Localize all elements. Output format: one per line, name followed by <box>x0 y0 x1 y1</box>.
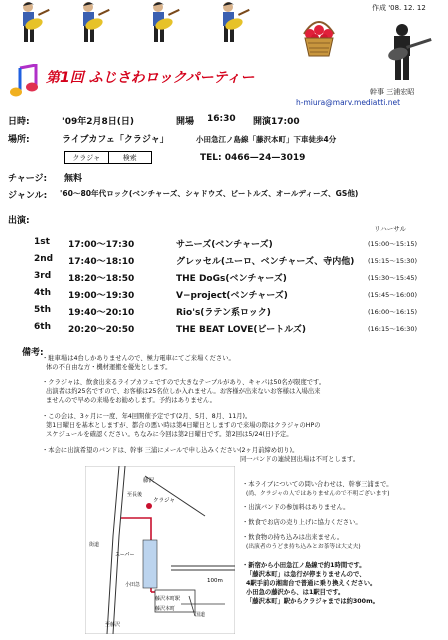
note-contact-sub: (尚、クラジャの人ではありませんので不明ございます) <box>246 491 390 497</box>
map-scale: 100m <box>207 578 223 584</box>
band-name: THE BEAT LOVE(ビートルズ) <box>176 325 307 335</box>
note-no-bring-sub: (出演者のうどま持ち込みとお茶等は大丈夫) <box>246 544 361 550</box>
note-apply-1: ・本会に出演希望のバンドは、幹事 三浦にメールで申し込みください(2ヶ月前締め切り)。 <box>42 447 299 454</box>
slot-time: 19:00〜19:30 <box>68 291 135 301</box>
rehearsal-time: (16:00〜16:15) <box>368 308 418 316</box>
genre-label: ジャンル: <box>8 191 48 201</box>
note-food: ・飲食でお店の売り上げに協力ください。 <box>242 519 362 526</box>
notes-heading: 備考: <box>22 348 44 358</box>
music-note-icon <box>10 64 40 102</box>
genre-value: '60〜80年代ロック(ベンチャーズ、シャドウズ、ビートルズ、オールディーズ、GS他) <box>60 189 359 198</box>
venue-label: 場所: <box>8 135 30 145</box>
map-label: 小田急 <box>125 582 141 588</box>
slot-number: 1st <box>34 237 50 247</box>
venue-name: ライブカフェ「クラジャ」 <box>62 135 169 145</box>
note-apply-2: 同一バンドの連続回出場は不可とします。 <box>240 456 360 463</box>
slot-number: 5th <box>34 305 51 315</box>
map-label: 藤沢本町駅 <box>155 596 181 602</box>
note-schedule-1: ・この会は、3ヶ月に一度、年4回開催予定です(2月、5月、8月、11月)。 <box>42 413 252 420</box>
venue-map <box>85 466 235 634</box>
rehearsal-time: (15:30〜15:45) <box>368 274 418 282</box>
event-date: '09年2月8日(日) <box>62 117 135 127</box>
start-time: 開演17:00 <box>253 117 300 127</box>
map-label: 藤沢 <box>143 478 155 484</box>
slot-number: 6th <box>34 322 51 332</box>
search-keyword[interactable]: クラジャ <box>72 153 101 162</box>
lineup-heading: 出演: <box>8 216 30 226</box>
map-label: スーパー <box>115 552 135 558</box>
charge-value: 無料 <box>64 174 83 184</box>
note-contact: ・本ライブについての問い合わせは、幹事三浦まで。 <box>242 481 393 488</box>
slot-time: 17:40〜18:10 <box>68 257 135 267</box>
note-capacity-3: ませんので早めの来場をお勧めします。予約はありません。 <box>46 397 216 404</box>
note-parking-1: ・駐車場は4台しかありませんので、極力電車にてご来場ください。 <box>42 355 235 362</box>
rehearsal-time: (15:15〜15:30) <box>368 257 418 265</box>
band-name: Rio's(ラテン系ロック) <box>176 308 271 318</box>
slot-time: 17:00〜17:30 <box>68 240 135 250</box>
slot-number: 3rd <box>34 271 52 281</box>
map-label: 至藤沢 <box>105 622 121 628</box>
note-capacity-1: ・クラジャは、飲食出来るライブカフェですので大きなテーブルがあり、キャパは50名が限度です。 <box>42 379 326 386</box>
slot-time: 20:20〜20:50 <box>68 325 135 335</box>
rehearsal-time: (15:00〜15:15) <box>368 240 418 248</box>
venue-phone: TEL: 0466—24—3019 <box>200 153 306 163</box>
note-parking-2: 体の不自由な方・機材運搬を優先とします。 <box>46 364 172 371</box>
organizer-email-link[interactable]: h-miura@marv.mediatti.net <box>296 98 401 107</box>
map-label: クラジャ <box>153 498 175 504</box>
rehearsal-heading: リハーサル <box>374 225 406 233</box>
open-time: 16:30 <box>207 114 236 124</box>
creation-date: 作成 '08. 12. 12 <box>372 4 426 12</box>
date-label: 日時: <box>8 117 30 127</box>
venue-search-box <box>64 151 152 164</box>
note-no-bring: ・飲食物の持ち込みは出来ません。 <box>242 534 344 541</box>
slot-time: 18:20〜18:50 <box>68 274 135 284</box>
band-name: サニーズ(ベンチャーズ) <box>176 240 273 250</box>
flower-basket-illustration <box>300 16 338 62</box>
note-schedule-2: 第1日曜日を基本としますが、都合の悪い時は第4日曜日としますので来場の際はクラジャのHPの <box>46 422 321 429</box>
slot-number: 4th <box>34 288 51 298</box>
guitar-player-illustration <box>372 22 434 88</box>
page-title: 第1回 ふじさわロックパーティー <box>46 70 255 86</box>
band-name: V−project(ベンチャーズ) <box>176 291 288 301</box>
map-label: 藤沢本町 <box>155 606 176 612</box>
guitarist-illustration-4 <box>210 0 250 48</box>
note-access-3: 4駅手前の湘南台で普通に乗り換えください。 <box>246 580 377 587</box>
guitarist-illustration-3 <box>140 0 180 48</box>
guitarist-illustration-2 <box>70 0 110 48</box>
rehearsal-time: (15:45〜16:00) <box>368 291 418 299</box>
note-access-1: ・新宿から小田急江ノ島線で約1時間です。 <box>242 562 366 569</box>
slot-number: 2nd <box>34 254 54 264</box>
map-label: 国道 <box>195 612 206 618</box>
rehearsal-time: (16:15〜16:30) <box>368 325 418 333</box>
note-access-5: 「藤沢本町」駅からクラジャまでは約300m。 <box>246 598 379 605</box>
open-label: 開場 <box>176 117 195 127</box>
band-name: グレッセル(ユーロ、ベンチャーズ、寺内他) <box>176 257 355 267</box>
guitarist-illustration-1 <box>10 0 50 48</box>
slot-time: 19:40〜20:10 <box>68 308 135 318</box>
note-schedule-3: スケジュールを確認ください。ちなみに今回は第2日曜日です。第2回は5/24(日)予定。 <box>46 431 293 438</box>
venue-access: 小田急江ノ島線「藤沢本町」下車徒歩4分 <box>196 135 337 144</box>
organizer-name: 幹事 三浦宏昭 <box>370 88 415 96</box>
charge-label: チャージ: <box>8 174 48 184</box>
search-button[interactable]: 検索 <box>108 152 152 163</box>
map-label: 至長後 <box>127 492 143 498</box>
note-access-2: 「藤沢本町」は急行が停まりませんので、 <box>246 571 366 578</box>
band-name: THE DoGs(ベンチャーズ) <box>176 274 287 284</box>
note-capacity-2: 出演者は約25名ですので、お客様は25名位しか入れません。お客様が出来ないお客様は入場出来 <box>46 388 321 395</box>
note-fee: ・出演バンドの参加料はありません。 <box>242 504 350 511</box>
note-access-4: 小田急の藤沢から、は1駅目です。 <box>246 589 345 596</box>
map-label: 街道 <box>89 542 100 548</box>
